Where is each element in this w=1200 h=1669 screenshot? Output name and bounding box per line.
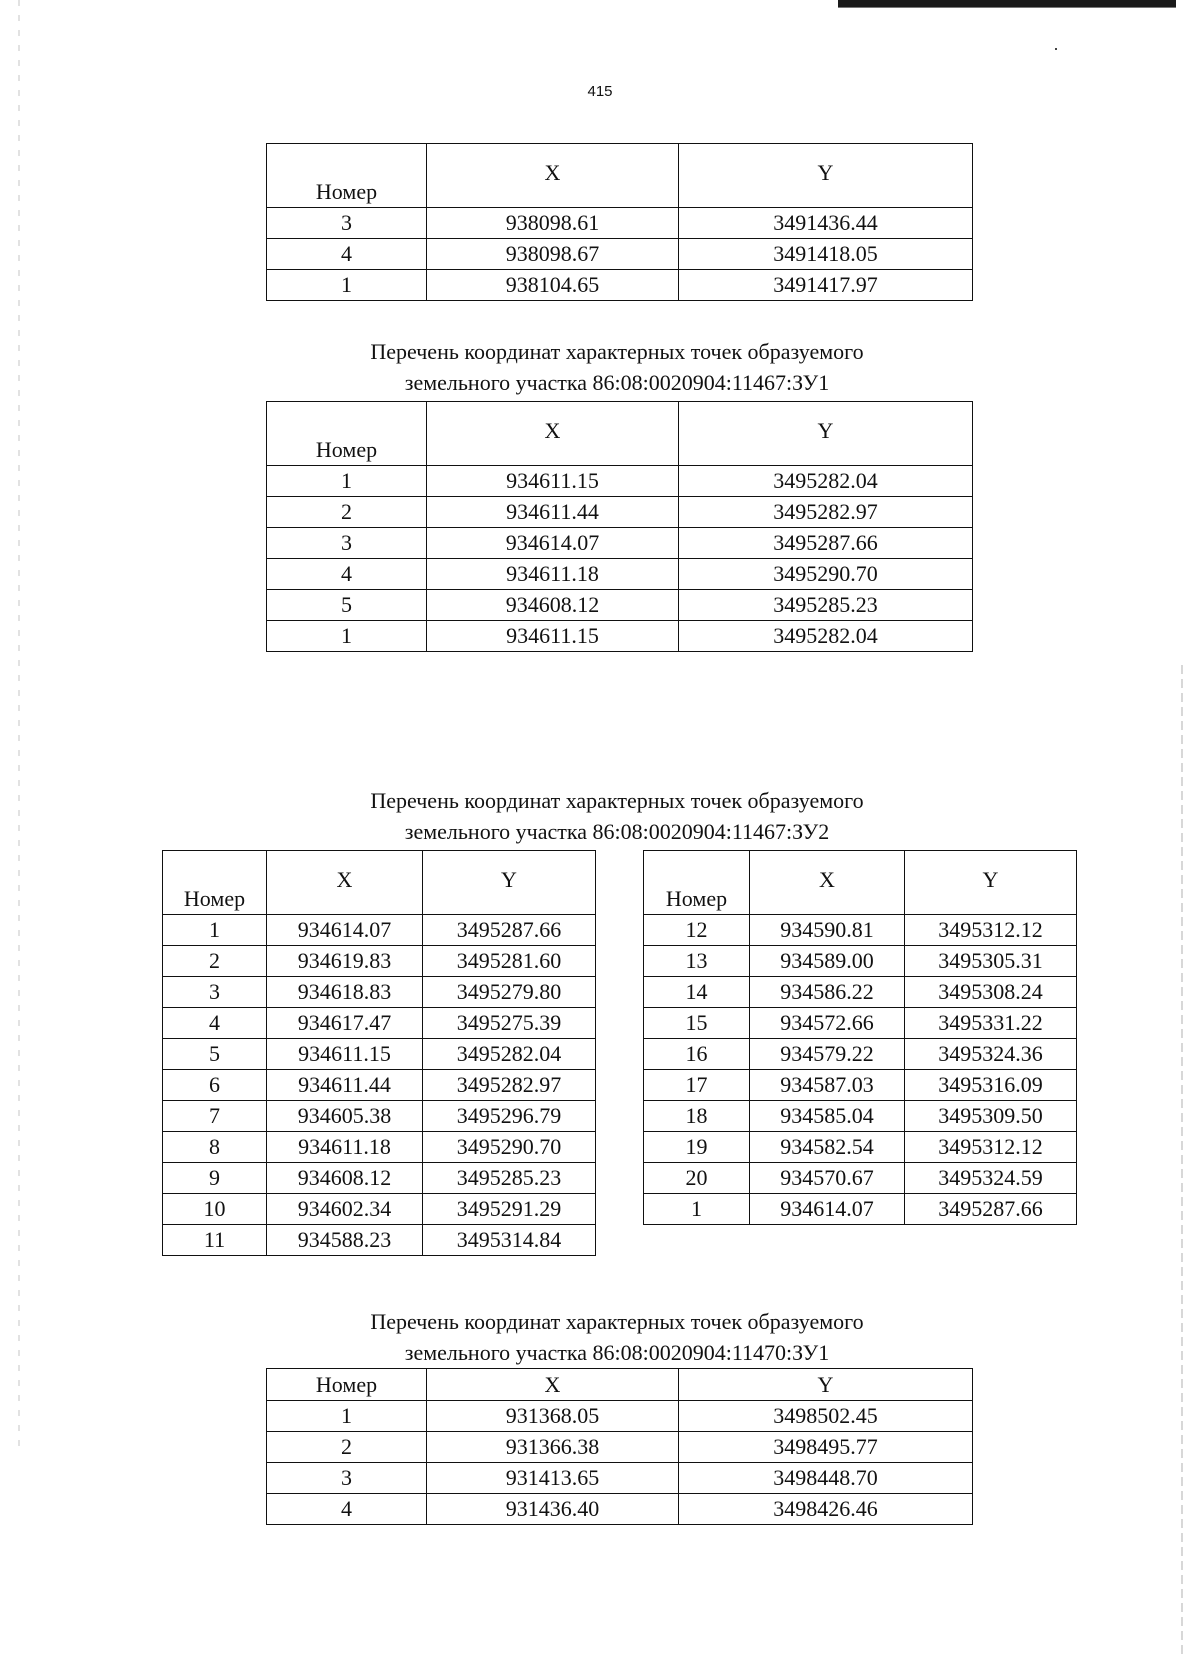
y-coordinate-cell: 3495282.97 <box>423 1070 596 1101</box>
x-coordinate-cell: 934602.34 <box>267 1194 423 1225</box>
header-x: X <box>427 144 679 208</box>
table-row <box>163 977 596 1008</box>
point-number-cell: 7 <box>163 1101 267 1132</box>
x-coordinate-cell: 934586.22 <box>750 977 905 1008</box>
caption-zu1-11467-line1: Перечень координат характерных точек образуемого <box>370 339 864 364</box>
x-coordinate-cell: 934611.15 <box>427 466 679 497</box>
y-coordinate-cell: 3498426.46 <box>679 1494 973 1525</box>
scan-top-rule-thin <box>838 7 1176 8</box>
table-row <box>267 590 973 621</box>
x-coordinate-cell: 934611.18 <box>427 559 679 590</box>
table-row <box>644 946 1077 977</box>
y-coordinate-cell: 3498495.77 <box>679 1432 973 1463</box>
x-coordinate-cell: 931366.38 <box>427 1432 679 1463</box>
caption-zu2-11467-line2: земельного участка 86:08:0020904:11467:ЗУ2 <box>404 819 830 844</box>
header-x: X <box>750 851 905 915</box>
y-coordinate-cell: 3495282.97 <box>679 497 973 528</box>
point-number-cell: 15 <box>644 1008 750 1039</box>
x-coordinate-cell: 931413.65 <box>427 1463 679 1494</box>
caption-zu1-11470-line1: Перечень координат характерных точек образуемого <box>370 1309 864 1334</box>
table-row <box>644 1132 1077 1163</box>
point-number-cell: 18 <box>644 1101 750 1132</box>
header-y: Y <box>679 1369 973 1401</box>
y-coordinate-cell: 3495331.22 <box>905 1008 1077 1039</box>
point-number-cell: 1 <box>267 1401 427 1432</box>
table-row <box>267 466 973 497</box>
header-num: Номер <box>644 851 750 915</box>
header-y: Y <box>679 402 973 466</box>
x-coordinate-cell: 934611.15 <box>427 621 679 652</box>
table-row <box>163 1101 596 1132</box>
y-coordinate-cell: 3495291.29 <box>423 1194 596 1225</box>
x-coordinate-cell: 934572.66 <box>750 1008 905 1039</box>
point-number-cell: 3 <box>267 208 427 239</box>
x-coordinate-cell: 934614.07 <box>750 1194 905 1225</box>
table-row <box>267 497 973 528</box>
table-row <box>163 1225 596 1256</box>
point-number-cell: 17 <box>644 1070 750 1101</box>
y-coordinate-cell: 3495308.24 <box>905 977 1077 1008</box>
point-number-cell: 14 <box>644 977 750 1008</box>
y-coordinate-cell: 3495296.79 <box>423 1101 596 1132</box>
table-row <box>163 1132 596 1163</box>
y-coordinate-cell: 3495314.84 <box>423 1225 596 1256</box>
coords-table-11467-zu2-right <box>643 850 1077 1225</box>
y-coordinate-cell: 3495275.39 <box>423 1008 596 1039</box>
x-coordinate-cell: 931368.05 <box>427 1401 679 1432</box>
table-row <box>644 1163 1077 1194</box>
table-body <box>644 915 1077 1225</box>
point-number-cell: 19 <box>644 1132 750 1163</box>
header-x: X <box>427 402 679 466</box>
table-row <box>267 239 973 270</box>
y-coordinate-cell: 3495287.66 <box>423 915 596 946</box>
point-number-cell: 2 <box>267 1432 427 1463</box>
table-row <box>163 1008 596 1039</box>
y-coordinate-cell: 3495324.59 <box>905 1163 1077 1194</box>
x-coordinate-cell: 934608.12 <box>267 1163 423 1194</box>
point-number-cell: 5 <box>163 1039 267 1070</box>
table-row <box>163 1163 596 1194</box>
x-coordinate-cell: 934579.22 <box>750 1039 905 1070</box>
point-number-cell: 4 <box>267 1494 427 1525</box>
point-number-cell: 11 <box>163 1225 267 1256</box>
table-row <box>267 1494 973 1525</box>
x-coordinate-cell: 934590.81 <box>750 915 905 946</box>
y-coordinate-cell: 3491417.97 <box>679 270 973 301</box>
y-coordinate-cell: 3495312.12 <box>905 1132 1077 1163</box>
table-row <box>267 1463 973 1494</box>
table-row <box>163 946 596 977</box>
point-number-cell: 10 <box>163 1194 267 1225</box>
table-row <box>644 1101 1077 1132</box>
x-coordinate-cell: 934611.44 <box>427 497 679 528</box>
point-number-cell: 1 <box>267 621 427 652</box>
caption-zu1-11467-line2: земельного участка 86:08:0020904:11467:ЗУ1 <box>404 370 830 395</box>
point-number-cell: 12 <box>644 915 750 946</box>
y-coordinate-cell: 3495282.04 <box>423 1039 596 1070</box>
y-coordinate-cell: 3491436.44 <box>679 208 973 239</box>
header-x: X <box>427 1369 679 1401</box>
x-coordinate-cell: 934611.15 <box>267 1039 423 1070</box>
x-coordinate-cell: 934617.47 <box>267 1008 423 1039</box>
point-number-cell: 3 <box>267 528 427 559</box>
y-coordinate-cell: 3491418.05 <box>679 239 973 270</box>
point-number-cell: 1 <box>267 270 427 301</box>
table-row <box>267 621 973 652</box>
point-number-cell: 3 <box>267 1463 427 1494</box>
x-coordinate-cell: 934587.03 <box>750 1070 905 1101</box>
y-coordinate-cell: 3495282.04 <box>679 621 973 652</box>
table-row <box>644 1070 1077 1101</box>
table-body <box>163 915 596 1256</box>
table-row <box>267 559 973 590</box>
y-coordinate-cell: 3498448.70 <box>679 1463 973 1494</box>
point-number-cell: 16 <box>644 1039 750 1070</box>
x-coordinate-cell: 934570.67 <box>750 1163 905 1194</box>
scan-speck <box>1055 48 1057 50</box>
y-coordinate-cell: 3495287.66 <box>905 1194 1077 1225</box>
header-num: Номер <box>267 144 427 208</box>
table-row <box>163 1194 596 1225</box>
table-body <box>267 1401 973 1525</box>
x-coordinate-cell: 934589.00 <box>750 946 905 977</box>
y-coordinate-cell: 3495305.31 <box>905 946 1077 977</box>
table-row <box>644 1008 1077 1039</box>
x-coordinate-cell: 934614.07 <box>427 528 679 559</box>
table-row <box>644 1039 1077 1070</box>
point-number-cell: 6 <box>163 1070 267 1101</box>
table-row <box>163 915 596 946</box>
caption-zu1-11470-line2: земельного участка 86:08:0020904:11470:ЗУ1 <box>404 1340 830 1365</box>
x-coordinate-cell: 934611.18 <box>267 1132 423 1163</box>
header-y: Y <box>423 851 596 915</box>
header-y: Y <box>679 144 973 208</box>
point-number-cell: 4 <box>163 1008 267 1039</box>
coords-table-11470-zu1 <box>266 1368 973 1525</box>
point-number-cell: 1 <box>163 915 267 946</box>
page-number: 415 <box>587 83 613 100</box>
x-coordinate-cell: 934618.83 <box>267 977 423 1008</box>
y-coordinate-cell: 3495282.04 <box>679 466 973 497</box>
table-row <box>267 1432 973 1463</box>
y-coordinate-cell: 3495290.70 <box>679 559 973 590</box>
y-coordinate-cell: 3495285.23 <box>679 590 973 621</box>
coords-table-11467-zu2-left <box>162 850 596 1256</box>
y-coordinate-cell: 3495285.23 <box>423 1163 596 1194</box>
point-number-cell: 4 <box>267 239 427 270</box>
point-number-cell: 9 <box>163 1163 267 1194</box>
x-coordinate-cell: 934605.38 <box>267 1101 423 1132</box>
table-row <box>163 1070 596 1101</box>
point-number-cell: 20 <box>644 1163 750 1194</box>
y-coordinate-cell: 3495281.60 <box>423 946 596 977</box>
x-coordinate-cell: 938098.67 <box>427 239 679 270</box>
y-coordinate-cell: 3495309.50 <box>905 1101 1077 1132</box>
scan-left-edge <box>18 0 20 1450</box>
table-row <box>644 1194 1077 1225</box>
table-body <box>267 208 973 301</box>
header-num: Номер <box>163 851 267 915</box>
x-coordinate-cell: 934614.07 <box>267 915 423 946</box>
table-row <box>267 528 973 559</box>
header-num: Номер <box>267 1369 427 1401</box>
x-coordinate-cell: 934585.04 <box>750 1101 905 1132</box>
table-body <box>267 466 973 652</box>
x-coordinate-cell: 934582.54 <box>750 1132 905 1163</box>
x-coordinate-cell: 934608.12 <box>427 590 679 621</box>
point-number-cell: 8 <box>163 1132 267 1163</box>
point-number-cell: 1 <box>644 1194 750 1225</box>
y-coordinate-cell: 3495312.12 <box>905 915 1077 946</box>
point-number-cell: 4 <box>267 559 427 590</box>
x-coordinate-cell: 934619.83 <box>267 946 423 977</box>
point-number-cell: 1 <box>267 466 427 497</box>
caption-zu2-11467-line1: Перечень координат характерных точек образуемого <box>370 788 864 813</box>
header-y: Y <box>905 851 1077 915</box>
coords-table-11467-zu1 <box>266 401 973 652</box>
table-row <box>267 1401 973 1432</box>
y-coordinate-cell: 3495324.36 <box>905 1039 1077 1070</box>
coords-table-continued <box>266 143 973 301</box>
y-coordinate-cell: 3498502.45 <box>679 1401 973 1432</box>
y-coordinate-cell: 3495287.66 <box>679 528 973 559</box>
table-row <box>644 915 1077 946</box>
x-coordinate-cell: 934588.23 <box>267 1225 423 1256</box>
table-row <box>163 1039 596 1070</box>
point-number-cell: 3 <box>163 977 267 1008</box>
point-number-cell: 13 <box>644 946 750 977</box>
x-coordinate-cell: 938104.65 <box>427 270 679 301</box>
x-coordinate-cell: 934611.44 <box>267 1070 423 1101</box>
y-coordinate-cell: 3495290.70 <box>423 1132 596 1163</box>
y-coordinate-cell: 3495316.09 <box>905 1070 1077 1101</box>
header-x: X <box>267 851 423 915</box>
point-number-cell: 5 <box>267 590 427 621</box>
table-row <box>644 977 1077 1008</box>
table-row <box>267 208 973 239</box>
x-coordinate-cell: 938098.61 <box>427 208 679 239</box>
point-number-cell: 2 <box>267 497 427 528</box>
table-row <box>267 270 973 301</box>
y-coordinate-cell: 3495279.80 <box>423 977 596 1008</box>
header-num: Номер <box>267 402 427 466</box>
point-number-cell: 2 <box>163 946 267 977</box>
x-coordinate-cell: 931436.40 <box>427 1494 679 1525</box>
scan-top-rule <box>838 0 1176 7</box>
